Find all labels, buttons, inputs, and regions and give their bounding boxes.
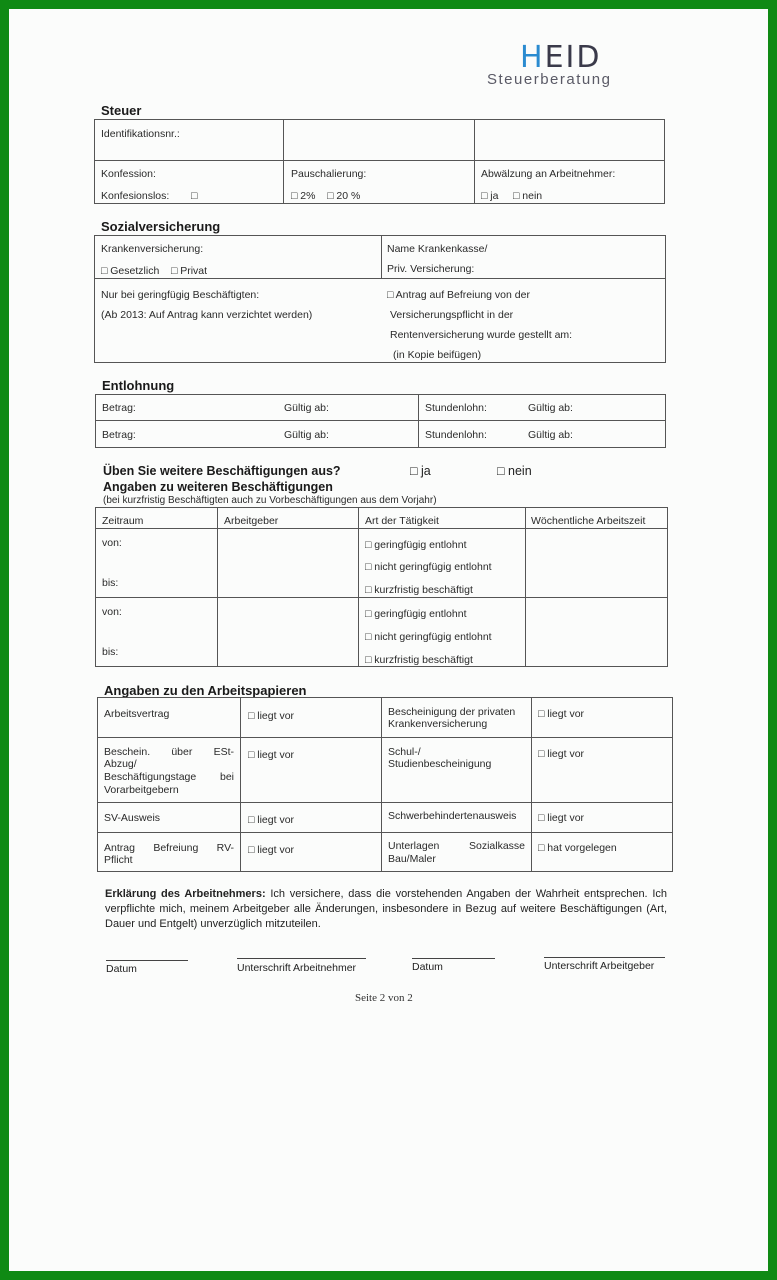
note-verzicht: (Ab 2013: Auf Antrag kann verzichtet werden) <box>101 309 313 321</box>
label-schwerbehindert: Schwerbehindertenausweis <box>388 810 517 822</box>
label-beschein-est-4: Vorarbeitgebern <box>104 784 179 796</box>
col-header-zeitraum: Zeitraum <box>102 515 144 527</box>
label-antrag-rv-1: Antrag Befreiung RV- <box>104 842 234 854</box>
label-beschein-privat-2: Krankenversicherung <box>388 718 488 730</box>
label-unterlagen-2: Bau/Maler <box>388 853 436 865</box>
label-beschein-est-2: Abzug/ <box>104 758 137 770</box>
checkbox-konfessionslos[interactable]: □ <box>191 190 198 202</box>
section-title-entlohnung: Entlohnung <box>102 378 175 393</box>
label-sv-ausweis: SV-Ausweis <box>104 812 161 824</box>
signature-label-arbeitgeber: Unterschrift Arbeitgeber <box>544 960 655 972</box>
label-von-1: von: <box>102 537 122 549</box>
text-antrag-2: Versicherungspflicht in der <box>390 309 514 321</box>
label-betrag-2: Betrag: <box>102 429 136 441</box>
company-logo: HEID <box>520 40 602 75</box>
label-arbeitsvertrag: Arbeitsvertrag <box>104 708 170 720</box>
checkbox-unterlagen[interactable]: □ hat vorgelegen <box>538 842 617 854</box>
col-header-art: Art der Tätigkeit <box>365 515 439 527</box>
col-header-arbeitszeit: Wöchentliche Arbeitszeit <box>531 515 646 527</box>
checkbox-sv-ausweis[interactable]: □ liegt vor <box>248 814 295 826</box>
checkbox-antrag-befreiung[interactable]: □ Antrag auf Befreiung von der <box>387 289 530 301</box>
checkbox-arbeitsvertrag[interactable]: □ liegt vor <box>248 710 295 722</box>
col-header-arbeitgeber: Arbeitgeber <box>224 515 279 527</box>
label-priv-versicherung: Priv. Versicherung: <box>387 263 475 275</box>
checkbox-geringfuegig-2[interactable]: □ geringfügig entlohnt <box>365 608 467 620</box>
label-stundenlohn-2: Stundenlohn: <box>425 429 487 441</box>
label-geringfuegig: Nur bei geringfügig Beschäftigten: <box>101 289 260 301</box>
page-number: Seite 2 von 2 <box>355 992 413 1004</box>
label-gueltig-3: Gültig ab: <box>284 429 329 441</box>
checkbox-kurzfristig-2[interactable]: □ kurzfristig beschäftigt <box>365 654 473 666</box>
label-schul-2: Studienbescheinigung <box>388 758 492 770</box>
label-konfessionslos: Konfesionslos: <box>101 190 170 202</box>
label-stundenlohn-1: Stundenlohn: <box>425 402 487 414</box>
label-antrag-rv-2: Pflicht <box>104 854 133 866</box>
section-title-arbeitspapiere: Angaben zu den Arbeitspapieren <box>104 683 307 698</box>
checkbox-nicht-geringfuegig-2[interactable]: □ nicht geringfügig entlohnt <box>365 631 492 643</box>
section-title-steuer: Steuer <box>101 103 142 118</box>
label-beschein-est-3: Beschäftigungstage bei <box>104 771 234 783</box>
label-bis-2: bis: <box>102 646 119 658</box>
checkbox-nicht-geringfuegig-1[interactable]: □ nicht geringfügig entlohnt <box>365 561 492 573</box>
label-beschein-privat-1: Bescheinigung der privaten <box>388 706 516 718</box>
label-krankenkasse: Name Krankenkasse/ <box>387 243 488 255</box>
checkbox-antrag-rv[interactable]: □ liegt vor <box>248 844 295 856</box>
checkbox-abwaelzung[interactable]: □ ja □ nein <box>481 190 543 202</box>
checkbox-pauschalierung[interactable]: □ 2% □ 20 % <box>291 190 361 202</box>
checkbox-beschein-privat[interactable]: □ liegt vor <box>538 708 585 720</box>
label-betrag-1: Betrag: <box>102 402 136 414</box>
checkbox-kurzfristig-1[interactable]: □ kurzfristig beschäftigt <box>365 584 473 596</box>
label-abwaelzung: Abwälzung an Arbeitnehmer: <box>481 168 616 180</box>
label-gueltig-2: Gültig ab: <box>528 402 573 414</box>
checkbox-krankenversicherung[interactable]: □ Gesetzlich □ Privat <box>101 265 208 277</box>
label-beschein-est-1: Beschein. über ESt- <box>104 746 234 758</box>
company-logo-subtitle: Steuerberatung <box>487 71 612 88</box>
checkbox-schul[interactable]: □ liegt vor <box>538 748 585 760</box>
label-identifikationsnr: Identifikationsnr.: <box>101 128 180 140</box>
signature-label-datum-2: Datum <box>412 961 443 973</box>
label-unterlagen-1: Unterlagen Sozialkasse <box>388 840 525 852</box>
signature-label-datum-1: Datum <box>106 963 137 975</box>
text-antrag-4: (in Kopie beifügen) <box>393 349 482 361</box>
label-gueltig-1: Gültig ab: <box>284 402 329 414</box>
label-pauschalierung: Pauschalierung: <box>291 168 367 180</box>
section-title-weitere: Angaben zu weiteren Beschäftigungen <box>103 480 333 494</box>
checkbox-geringfuegig-1[interactable]: □ geringfügig entlohnt <box>365 539 467 551</box>
label-konfession: Konfession: <box>101 168 156 180</box>
label-von-2: von: <box>102 606 122 618</box>
checkbox-schwerbehindert[interactable]: □ liegt vor <box>538 812 585 824</box>
checkbox-beschein-est[interactable]: □ liegt vor <box>248 749 295 761</box>
checkbox-weitere-ja[interactable]: □ ja <box>410 464 431 478</box>
erklaerung-paragraph: Erklärung des Arbeitnehmers: Ich versichere, dass die vorstehenden Angaben der Wahrheit entsprechen. Ich verpflichte mich, meinem Arbeitgeber alle Änderungen, insbesondere in Bezug auf weitere Beschäftigungen (Art, Dauer und Entgelt) unverzüglich mitzuteilen. <box>105 888 667 930</box>
note-kurzfristig: (bei kurzfristig Beschäftigten auch zu Vorbeschäftigungen aus dem Vorjahr) <box>103 495 437 506</box>
text-antrag-3: Rentenversicherung wurde gestellt am: <box>390 329 573 341</box>
label-krankenversicherung: Krankenversicherung: <box>101 243 204 255</box>
checkbox-weitere-nein[interactable]: □ nein <box>497 464 532 478</box>
question-weitere-beschaeftigungen: Üben Sie weitere Beschäftigungen aus? <box>103 464 341 478</box>
section-title-sozialversicherung: Sozialversicherung <box>101 219 221 234</box>
label-bis-1: bis: <box>102 577 119 589</box>
label-gueltig-4: Gültig ab: <box>528 429 573 441</box>
entlohnung-table <box>95 394 666 448</box>
label-schul-1: Schul-/ <box>388 746 421 758</box>
signature-label-arbeitnehmer: Unterschrift Arbeitnehmer <box>237 962 357 974</box>
